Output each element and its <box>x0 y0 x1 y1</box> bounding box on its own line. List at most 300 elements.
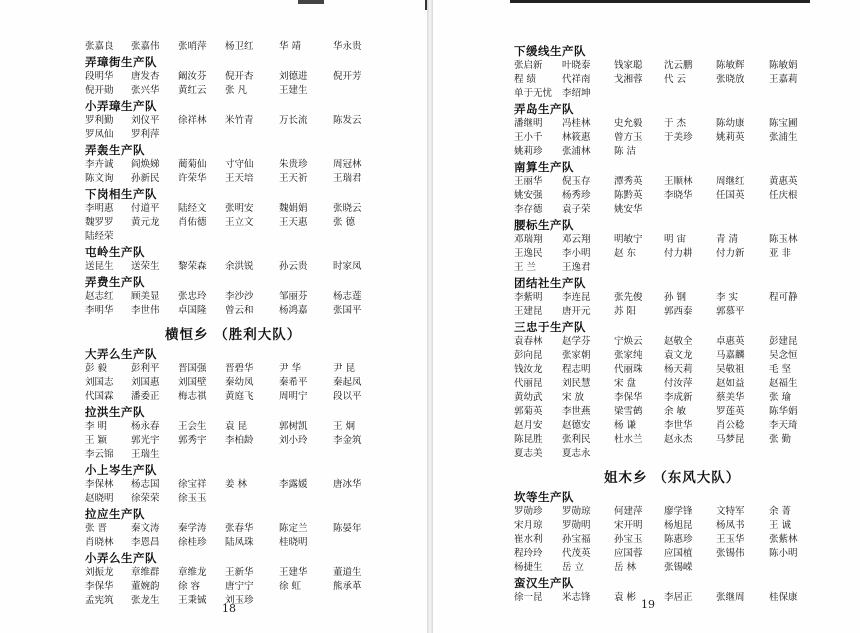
person-name: 李世燕 <box>562 406 591 417</box>
name-row <box>85 230 385 244</box>
name-row <box>514 233 814 247</box>
person-name: 王新华 <box>225 567 254 578</box>
person-name: 朱贵珍 <box>279 159 308 170</box>
person-name: 段明华 <box>85 71 114 82</box>
name-row <box>514 335 814 349</box>
person-name: 付汝萍 <box>664 378 693 389</box>
name-row <box>514 405 814 419</box>
person-name: 李明惠 <box>85 203 114 214</box>
name-row <box>85 216 385 230</box>
person-name: 张嘉伟 <box>131 41 160 52</box>
name-row <box>85 290 385 304</box>
person-name: 任庆根 <box>769 190 798 201</box>
name-row <box>514 73 814 87</box>
name-row <box>85 128 385 142</box>
person-name: 李 实 <box>716 292 739 303</box>
person-name: 赵永杰 <box>664 434 693 445</box>
name-row <box>514 505 814 519</box>
person-name: 蔡美华 <box>716 392 745 403</box>
person-name: 孟宪筑 <box>85 595 114 606</box>
person-name: 许荣华 <box>178 173 207 184</box>
person-name: 孙 钢 <box>664 292 687 303</box>
person-name: 明 宙 <box>664 234 687 245</box>
name-row <box>514 533 814 547</box>
person-name: 杨天莉 <box>664 364 693 375</box>
person-name: 李卉诚 <box>85 159 114 170</box>
person-name: 罗勋珍 <box>514 506 543 517</box>
person-name: 王玉华 <box>716 534 745 545</box>
name-row <box>85 492 385 506</box>
person-name: 赵德安 <box>562 420 591 431</box>
person-name: 戈湘蓉 <box>614 74 643 85</box>
person-name: 吴念恒 <box>769 350 798 361</box>
production-team-heading: 南算生产队 <box>514 160 574 174</box>
person-name: 袁 昆 <box>225 421 248 432</box>
name-row <box>514 419 814 433</box>
person-name: 周明宁 <box>279 391 308 402</box>
person-name: 夏志永 <box>562 448 591 459</box>
left-page <box>0 0 427 633</box>
person-name: 刘民慧 <box>562 378 591 389</box>
person-name: 张利民 <box>562 434 591 445</box>
person-name: 倪玉存 <box>562 176 591 187</box>
person-name: 董道生 <box>333 567 362 578</box>
person-name: 梁雪鹤 <box>614 406 643 417</box>
person-name: 张紫林 <box>769 534 798 545</box>
person-name: 王逸民 <box>514 248 543 259</box>
name-row <box>514 117 814 131</box>
person-name: 邹丽芬 <box>279 291 308 302</box>
person-name: 程志明 <box>562 364 591 375</box>
name-row <box>85 420 385 434</box>
left-page-content <box>85 40 385 608</box>
person-name: 彭向昆 <box>514 350 543 361</box>
person-name: 顾美显 <box>131 291 160 302</box>
person-name: 陈昆胜 <box>514 434 543 445</box>
person-name: 黄庭飞 <box>225 391 254 402</box>
person-name: 张家朝 <box>562 350 591 361</box>
name-row <box>514 561 814 575</box>
person-name: 张国平 <box>333 305 362 316</box>
person-name: 段以平 <box>333 391 362 402</box>
person-name: 宋 放 <box>562 392 585 403</box>
person-name: 王小千 <box>514 132 543 143</box>
person-name: 孙宝玉 <box>614 534 643 545</box>
person-name: 李绍坤 <box>562 88 591 99</box>
person-name: 肖晓林 <box>85 537 114 548</box>
person-name: 徐 容 <box>178 581 201 592</box>
print-edge-mark <box>298 0 324 4</box>
person-name: 夏志美 <box>514 448 543 459</box>
name-row <box>85 390 385 404</box>
person-name: 徐玉玉 <box>178 493 207 504</box>
print-edge-mark <box>425 0 427 10</box>
person-name: 米竹青 <box>225 115 254 126</box>
name-row <box>514 247 814 261</box>
person-name: 姚莉珍 <box>514 146 543 157</box>
person-name: 杨永春 <box>131 421 160 432</box>
person-name: 马梦昆 <box>716 434 745 445</box>
name-row <box>514 433 814 447</box>
person-name: 秦学涛 <box>178 523 207 534</box>
person-name: 孙云贵 <box>279 261 308 272</box>
name-row <box>514 391 814 405</box>
person-name: 尹 昆 <box>333 363 356 374</box>
person-name: 黎荣森 <box>178 261 207 272</box>
name-row <box>514 349 814 363</box>
person-name: 张 德 <box>333 217 356 228</box>
name-row <box>85 260 385 274</box>
person-name: 代祥南 <box>562 74 591 85</box>
person-name: 邓云翔 <box>562 234 591 245</box>
person-name: 杨志国 <box>131 479 160 490</box>
person-name: 李紫明 <box>514 292 543 303</box>
name-row <box>85 478 385 492</box>
name-row <box>85 202 385 216</box>
person-name: 张启新 <box>514 60 543 71</box>
person-name: 林筱惠 <box>562 132 591 143</box>
person-name: 唐发杏 <box>131 71 160 82</box>
person-name: 何建萍 <box>614 506 643 517</box>
person-name: 彭建昆 <box>769 336 798 347</box>
person-name: 刘德进 <box>279 71 308 82</box>
person-name: 张晓放 <box>716 74 745 85</box>
person-name: 潘继明 <box>514 118 543 129</box>
production-team-heading: 坎等生产队 <box>514 490 574 504</box>
person-name: 宁焕云 <box>614 336 643 347</box>
person-name: 崔水利 <box>514 534 543 545</box>
person-name: 唐开元 <box>562 306 591 317</box>
person-name: 徐祥林 <box>178 115 207 126</box>
person-name: 秦幼凤 <box>225 377 254 388</box>
name-row <box>85 40 385 54</box>
person-name: 袁春林 <box>514 336 543 347</box>
name-row <box>514 547 814 561</box>
person-name: 郭秀宇 <box>178 435 207 446</box>
person-name: 王建生 <box>279 85 308 96</box>
person-name: 姜 林 <box>225 479 248 490</box>
production-team-heading: 拉洪生产队 <box>85 405 145 419</box>
person-name: 马嘉麟 <box>716 350 745 361</box>
person-name: 廖学锋 <box>664 506 693 517</box>
name-row <box>85 70 385 84</box>
person-name: 卓国隆 <box>178 305 207 316</box>
person-name: 郭光宇 <box>131 435 160 446</box>
person-name: 李沙沙 <box>225 291 254 302</box>
person-name: 米志锋 <box>562 592 591 603</box>
person-name: 倪开杏 <box>225 71 254 82</box>
person-name: 应国植 <box>664 548 693 559</box>
person-name: 赵 东 <box>614 248 637 259</box>
name-row <box>85 304 385 318</box>
person-name: 罗勋琼 <box>562 506 591 517</box>
person-name: 罗利勤 <box>85 115 114 126</box>
person-name: 送荣生 <box>131 261 160 272</box>
production-team-heading: 大弄么生产队 <box>85 347 157 361</box>
person-name: 陈玉林 <box>769 234 798 245</box>
person-name: 郭树凯 <box>279 421 308 432</box>
person-name: 钱汝龙 <box>514 364 543 375</box>
name-row <box>514 59 814 73</box>
person-name: 肖公稔 <box>716 420 745 431</box>
person-name: 章维龙 <box>178 567 207 578</box>
person-name: 张忠玲 <box>178 291 207 302</box>
name-row <box>85 362 385 376</box>
person-name: 陈定兰 <box>279 523 308 534</box>
person-name: 李成新 <box>664 392 693 403</box>
person-name: 冯桂林 <box>562 118 591 129</box>
person-name: 徐 虹 <box>279 581 302 592</box>
person-name: 陈黔英 <box>614 190 643 201</box>
person-name: 华 靖 <box>279 41 302 52</box>
person-name: 李云锦 <box>85 449 114 460</box>
person-name: 刘仪平 <box>131 115 160 126</box>
person-name: 张哨萍 <box>178 41 207 52</box>
person-name: 华永贵 <box>333 41 362 52</box>
name-row <box>85 566 385 580</box>
person-name: 姚安华 <box>614 204 643 215</box>
name-row <box>514 305 814 319</box>
person-name: 陈小明 <box>769 548 798 559</box>
person-name: 阎焕娣 <box>131 159 160 170</box>
person-name: 寸守仙 <box>225 159 254 170</box>
person-name: 徐桂珍 <box>178 537 207 548</box>
person-name: 明敏宁 <box>614 234 643 245</box>
production-team-heading: 弄岛生产队 <box>514 102 574 116</box>
person-name: 王 炯 <box>333 421 356 432</box>
person-name: 赵福生 <box>769 378 798 389</box>
person-name: 王逸君 <box>562 262 591 273</box>
person-name: 张嘉良 <box>85 41 114 52</box>
person-name: 魏罗罗 <box>85 217 114 228</box>
person-name: 万长流 <box>279 115 308 126</box>
person-name: 史允毅 <box>614 118 643 129</box>
person-name: 青 清 <box>716 234 739 245</box>
name-row <box>514 261 814 275</box>
name-row <box>514 291 814 305</box>
person-name: 杨凤书 <box>716 520 745 531</box>
person-name: 李连昆 <box>562 292 591 303</box>
person-name: 赵如益 <box>716 378 745 389</box>
person-name: 杨卫红 <box>225 41 254 52</box>
production-team-heading: 弄费生产队 <box>85 275 145 289</box>
person-name: 毛 坚 <box>769 364 792 375</box>
person-name: 李金筑 <box>333 435 362 446</box>
person-name: 宋 盘 <box>614 378 637 389</box>
person-name: 王嘉莉 <box>769 74 798 85</box>
person-name: 孙新民 <box>131 173 160 184</box>
name-row <box>514 87 814 101</box>
person-name: 王立文 <box>225 217 254 228</box>
person-name: 潭秀英 <box>614 176 643 187</box>
person-name: 黄红云 <box>178 85 207 96</box>
person-name: 杨鸿嘉 <box>279 305 308 316</box>
print-edge-mark <box>510 0 810 3</box>
person-name: 彭 毅 <box>85 363 108 374</box>
person-name: 刘玉珍 <box>225 595 254 606</box>
person-name: 李柏龄 <box>225 435 254 446</box>
person-name: 郭西泰 <box>664 306 693 317</box>
person-name: 亚 非 <box>769 248 792 259</box>
person-name: 罗凤仙 <box>85 129 114 140</box>
person-name: 张春华 <box>225 523 254 534</box>
person-name: 程 绩 <box>514 74 537 85</box>
production-team-heading: 弄璋街生产队 <box>85 55 157 69</box>
person-name: 任国英 <box>716 190 745 201</box>
person-name: 李天琦 <box>769 420 798 431</box>
person-name: 付道平 <box>131 203 160 214</box>
production-team-heading: 小弄璋生产队 <box>85 99 157 113</box>
person-name: 张兴华 <box>131 85 160 96</box>
person-name: 李居正 <box>664 592 693 603</box>
person-name: 张锡伟 <box>716 548 745 559</box>
person-name: 熊承革 <box>333 581 362 592</box>
person-name: 陆经文 <box>178 203 207 214</box>
person-name: 付力耕 <box>664 248 693 259</box>
person-name: 尹 华 <box>279 363 302 374</box>
person-name: 李存德 <box>514 204 543 215</box>
person-name: 程可静 <box>769 292 798 303</box>
person-name: 王丽华 <box>514 176 543 187</box>
name-row <box>514 175 814 189</box>
name-row <box>514 363 814 377</box>
name-row <box>85 536 385 550</box>
production-team-heading: 弄轰生产队 <box>85 143 145 157</box>
person-name: 程玲玲 <box>514 548 543 559</box>
person-name: 岳 立 <box>562 562 585 573</box>
name-row <box>85 448 385 462</box>
name-row <box>85 84 385 98</box>
person-name: 陈敏娟 <box>769 60 798 71</box>
person-name: 陈发云 <box>333 115 362 126</box>
person-name: 桂晓明 <box>279 537 308 548</box>
person-name: 袁文龙 <box>664 350 693 361</box>
person-name: 魏娟娟 <box>279 203 308 214</box>
person-name: 陆凤珠 <box>225 537 254 548</box>
name-row <box>85 580 385 594</box>
name-row <box>514 203 814 217</box>
person-name: 卓惠英 <box>716 336 745 347</box>
person-name: 王瑞君 <box>333 173 362 184</box>
person-name: 陈宝圃 <box>769 118 798 129</box>
person-name: 倪开芳 <box>333 71 362 82</box>
person-name: 晋国强 <box>178 363 207 374</box>
production-team-heading: 小上岑生产队 <box>85 463 157 477</box>
person-name: 王天惠 <box>279 217 308 228</box>
person-name: 徐宝祥 <box>178 479 207 490</box>
person-name: 晋碧华 <box>225 363 254 374</box>
person-name: 孙宝福 <box>562 534 591 545</box>
person-name: 李 明 <box>85 421 108 432</box>
person-name: 黄幼武 <box>514 392 543 403</box>
person-name: 王秉铖 <box>178 595 207 606</box>
name-row <box>85 114 385 128</box>
person-name: 桂保康 <box>769 592 798 603</box>
person-name: 单于无忧 <box>514 88 553 99</box>
person-name: 梅志祺 <box>178 391 207 402</box>
person-name: 宋开明 <box>614 520 643 531</box>
person-name: 陆经荣 <box>85 231 114 242</box>
person-name: 王瑞生 <box>131 449 160 460</box>
person-name: 刘小玲 <box>279 435 308 446</box>
person-name: 李世华 <box>664 420 693 431</box>
name-row <box>514 131 814 145</box>
person-name: 章维群 <box>131 567 160 578</box>
person-name: 李保华 <box>614 392 643 403</box>
person-name: 王建昆 <box>514 306 543 317</box>
person-name: 陈惠珍 <box>664 534 693 545</box>
person-name: 李保林 <box>85 479 114 490</box>
name-row <box>85 172 385 186</box>
person-name: 苏 阳 <box>614 306 637 317</box>
production-team-heading: 三忠于生产队 <box>514 320 586 334</box>
person-name: 张晓云 <box>333 203 362 214</box>
person-name: 于美珍 <box>664 132 693 143</box>
person-name: 张 凡 <box>225 85 248 96</box>
person-name: 杜水兰 <box>614 434 643 445</box>
person-name: 张 瑜 <box>769 392 792 403</box>
person-name: 张 晋 <box>85 523 108 534</box>
person-name: 应国蓉 <box>614 548 643 559</box>
person-name: 袁 彬 <box>614 592 637 603</box>
person-name: 李世伟 <box>131 305 160 316</box>
page-number: 18 <box>222 602 236 615</box>
person-name: 袁子荣 <box>562 204 591 215</box>
person-name: 陈 洁 <box>614 146 637 157</box>
production-team-heading: 下岗相生产队 <box>85 187 157 201</box>
name-row <box>85 434 385 448</box>
person-name: 罗勋明 <box>562 520 591 531</box>
person-name: 代茂英 <box>562 548 591 559</box>
person-name: 徐荣荣 <box>131 493 160 504</box>
person-name: 李小明 <box>562 248 591 259</box>
production-team-heading: 屯岭生产队 <box>85 245 145 259</box>
person-name: 代 云 <box>664 74 687 85</box>
person-name: 黄惠英 <box>769 176 798 187</box>
person-name: 于 杰 <box>664 118 687 129</box>
person-name: 张龙生 <box>131 595 160 606</box>
person-name: 王 兰 <box>514 262 537 273</box>
person-name: 徐一昆 <box>514 592 543 603</box>
person-name: 王天祈 <box>279 173 308 184</box>
person-name: 岳 林 <box>614 562 637 573</box>
person-name: 杨旭昆 <box>664 520 693 531</box>
person-name: 张 勤 <box>769 434 792 445</box>
person-name: 杨捷生 <box>514 562 543 573</box>
person-name: 时家凤 <box>333 261 362 272</box>
person-name: 周继红 <box>716 176 745 187</box>
name-row <box>514 377 814 391</box>
person-name: 张浦林 <box>562 146 591 157</box>
person-name: 唐宁宁 <box>225 581 254 592</box>
person-name: 杨秀珍 <box>562 190 591 201</box>
name-row <box>514 189 814 203</box>
person-name: 王 颖 <box>85 435 108 446</box>
person-name: 代丽珠 <box>614 364 643 375</box>
person-name: 张家纯 <box>614 350 643 361</box>
person-name: 李恩昌 <box>131 537 160 548</box>
name-row <box>514 591 814 605</box>
person-name: 肖佑德 <box>178 217 207 228</box>
township-title: 姐木乡 （东风大队） <box>604 470 741 486</box>
person-name: 杨志莲 <box>333 291 362 302</box>
person-name: 蔺菊仙 <box>178 159 207 170</box>
person-name: 余 菁 <box>769 506 792 517</box>
person-name: 潘委正 <box>131 391 160 402</box>
production-team-heading: 下缓线生产队 <box>514 44 586 58</box>
name-row <box>85 376 385 390</box>
person-name: 罗莲英 <box>716 406 745 417</box>
